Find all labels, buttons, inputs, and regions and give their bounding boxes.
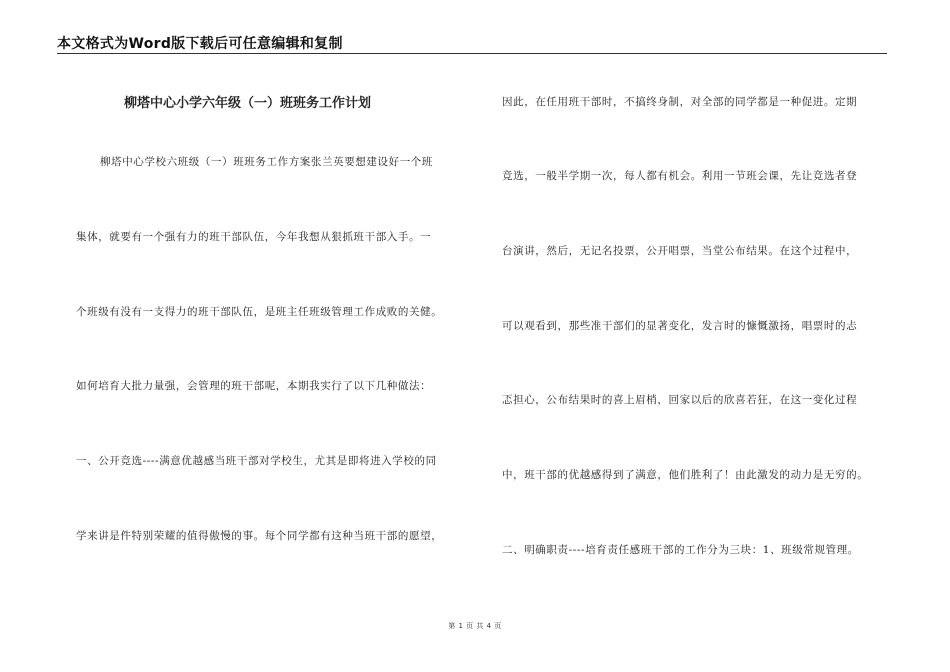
paragraph-line: 一、公开竞选----满意优越感当班干部对学校生，尤其是即将进入学校的同 [76, 455, 437, 467]
document-title: 柳塔中心小学六年级（一）班班务工作计划 [124, 96, 372, 111]
document-header [57, 30, 887, 54]
paragraph-line: 柳塔中心学校六班级（一）班班务工作方案张兰英要想建设好一个班 [100, 156, 433, 168]
paragraph-line: 因此，在任用班干部时，不搞终身制，对全部的同学都是一种促进。定期 [502, 96, 858, 108]
header-divider [57, 53, 887, 54]
paragraph-line: 台演讲，然后，无记名投票，公开唱票，当堂公布结果。在这个过程中， [502, 245, 858, 257]
paragraph-line: 忑担心，公布结果时的喜上眉梢，回家以后的欣喜若狂，在这一变化过程 [502, 394, 858, 406]
paragraph-line: 竞选，一般半学期一次，每人都有机会。利用一节班会课，先让竞选者登 [502, 170, 858, 182]
header-title: 本文格式为Word版下载后可任意编辑和复制 [57, 36, 343, 52]
paragraph-line: 中，班干部的优越感得到了满意，他们胜利了！由此激发的动力是无穷的。 [502, 469, 869, 481]
paragraph-line: 学来讲是件特别荣耀的值得傲慢的事。每个同学都有这种当班干部的愿望， [76, 530, 443, 542]
paragraph-line: 二、明确职责----培育责任感班干部的工作分为三块：1、班级常规管理。 [502, 544, 859, 556]
paragraph-line: 集体，就要有一个强有力的班干部队伍，今年我想从狠抓班干部入手。一 [76, 231, 432, 243]
paragraph-line: 可以观看到，那些准干部们的显著变化，发言时的慷慨激扬，唱票时的忐 [502, 320, 858, 332]
page-number: 第 1 页 共 4 页 [448, 622, 502, 630]
paragraph-line: 如何培育大批力量强，会管理的班干部呢，本期我实行了以下几种做法： [76, 380, 432, 392]
paragraph-line: 个班级有没有一支得力的班干部队伍，是班主任班级管理工作成败的关健。 [76, 306, 443, 318]
